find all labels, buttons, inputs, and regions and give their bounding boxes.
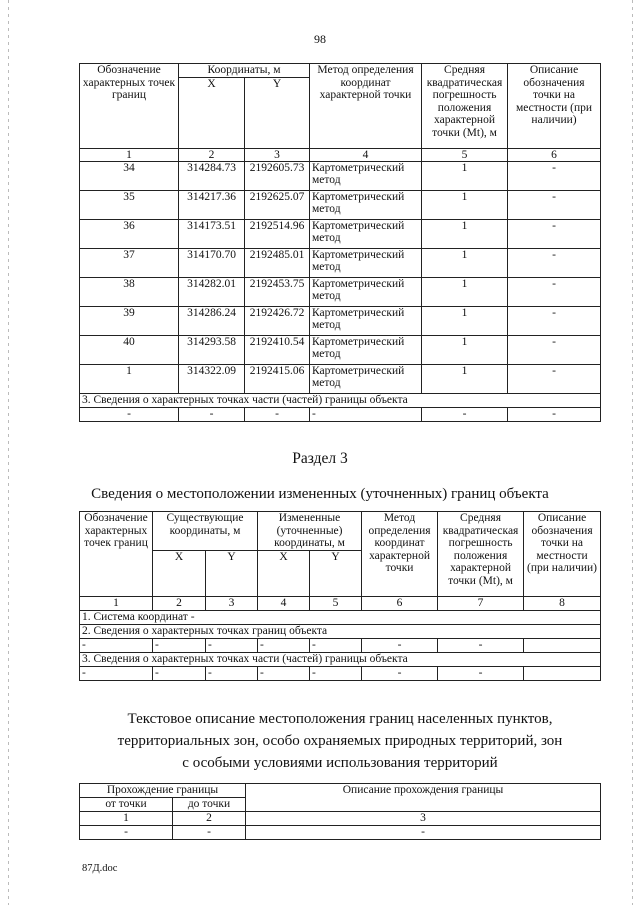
method: Картометрический метод [310, 220, 422, 249]
method: Картометрический метод [310, 191, 422, 220]
col-number: 6 [362, 597, 438, 611]
empty-cell: - [80, 408, 179, 422]
empty-cell: - [206, 666, 258, 680]
col-number: 3 [245, 149, 310, 162]
desc: - [508, 220, 601, 249]
point-id: 38 [80, 278, 179, 307]
table-row [80, 278, 601, 307]
error: 1 [422, 278, 508, 307]
table-changed-boundaries [79, 511, 601, 681]
coord-y: 2192485.01 [245, 249, 310, 278]
header-y: Y [310, 551, 362, 597]
empty-cell: - [362, 666, 438, 680]
empty-cell: - [438, 638, 524, 652]
empty-cell: - [80, 826, 173, 840]
desc: - [508, 191, 601, 220]
empty-cell: - [245, 408, 310, 422]
method: Картометрический метод [310, 307, 422, 336]
table-boundary-points [79, 63, 601, 422]
col-number: 4 [258, 597, 310, 611]
empty-cell [524, 666, 601, 680]
header-coords: Координаты, м [179, 64, 310, 78]
desc: - [508, 278, 601, 307]
header-method: Метод определения координат характерной точки [362, 512, 438, 597]
coord-y: 2192514.96 [245, 220, 310, 249]
table-row [80, 408, 601, 422]
header-x: X [179, 78, 245, 149]
coord-x: 314170.70 [179, 249, 245, 278]
empty-cell: - [153, 638, 206, 652]
empty-cell: - [153, 666, 206, 680]
header-passage: Прохождение границы [80, 784, 246, 798]
col-number: 1 [80, 597, 153, 611]
point-id: 1 [80, 365, 179, 394]
footer-filename: 87Д.doc [82, 863, 118, 874]
error: 1 [422, 336, 508, 365]
col-number: 2 [173, 812, 246, 826]
section-heading: Раздел 3 [292, 450, 348, 467]
col-number: 4 [310, 149, 422, 162]
coord-x: 314282.01 [179, 278, 245, 307]
empty-cell: - [508, 408, 601, 422]
coord-x: 314286.24 [179, 307, 245, 336]
table-row [80, 307, 601, 336]
coord-y: 2192410.54 [245, 336, 310, 365]
coord-x: 314284.73 [179, 162, 245, 191]
empty-cell: - [362, 638, 438, 652]
point-id: 37 [80, 249, 179, 278]
empty-cell: - [246, 826, 601, 840]
method: Картометрический метод [310, 365, 422, 394]
header-x: X [258, 551, 310, 597]
point-id: 35 [80, 191, 179, 220]
table3-title [80, 708, 600, 774]
empty-cell [524, 638, 601, 652]
error: 1 [422, 249, 508, 278]
coord-x: 314322.09 [179, 365, 245, 394]
empty-cell: - [310, 408, 422, 422]
header-y: Y [206, 551, 258, 597]
method: Картометрический метод [310, 162, 422, 191]
point-id: 36 [80, 220, 179, 249]
table-row [80, 365, 601, 394]
col-number: 2 [153, 597, 206, 611]
col-number: 1 [80, 149, 179, 162]
page-number: 98 [314, 32, 326, 46]
table-row [80, 336, 601, 365]
desc: - [508, 162, 601, 191]
header-error: Средняя квадратическая погрешность положения характерной точки (Mt), м [438, 512, 524, 597]
row-boundary-points: 2. Сведения о характерных точках границ объекта [80, 624, 601, 638]
coord-y: 2192625.07 [245, 191, 310, 220]
coord-y: 2192426.72 [245, 307, 310, 336]
header-from: от точки [80, 798, 173, 812]
table-row [80, 162, 601, 191]
col-number: 5 [310, 597, 362, 611]
col-number: 1 [80, 812, 173, 826]
empty-cell: - [422, 408, 508, 422]
point-id: 34 [80, 162, 179, 191]
row-part-points: 3. Сведения о характерных точках части (частей) границы объекта [80, 652, 601, 666]
point-id: 40 [80, 336, 179, 365]
header-to: до точки [173, 798, 246, 812]
desc: - [508, 365, 601, 394]
header-point: Обозначение характерных точек границ [80, 64, 179, 149]
method: Картометрический метод [310, 249, 422, 278]
table-row [80, 826, 601, 840]
empty-cell: - [310, 666, 362, 680]
error: 1 [422, 191, 508, 220]
desc: - [508, 336, 601, 365]
table-boundary-description [79, 783, 601, 840]
error: 1 [422, 365, 508, 394]
coord-y: 2192605.73 [245, 162, 310, 191]
col-number: 3 [206, 597, 258, 611]
empty-cell: - [80, 638, 153, 652]
empty-cell: - [173, 826, 246, 840]
desc: - [508, 307, 601, 336]
coord-x: 314217.36 [179, 191, 245, 220]
table2-title: Сведения о местоположении измененных (уточненных) границ объекта [91, 486, 549, 502]
col-number: 5 [422, 149, 508, 162]
header-point: Обозначение характерных точек границ [80, 512, 153, 597]
header-method: Метод определения координат характерной точки [310, 64, 422, 149]
header-desc: Описание прохождения границы [246, 784, 601, 812]
empty-cell: - [258, 638, 310, 652]
table-row [80, 638, 601, 652]
method: Картометрический метод [310, 278, 422, 307]
coord-y: 2192415.06 [245, 365, 310, 394]
table-row [80, 220, 601, 249]
empty-cell: - [258, 666, 310, 680]
header-desc: Описание обозначения точки на местности (при наличии) [508, 64, 601, 149]
empty-cell: - [206, 638, 258, 652]
title-line: территориальных зон, особо охраняемых природных территорий, зон [117, 733, 563, 749]
title-line: Текстовое описание местоположения границ населенных пунктов, [127, 711, 553, 727]
header-error: Средняя квадратическая погрешность положения характерной точки (Mt), м [422, 64, 508, 149]
header-existing-coords: Существующие координаты, м [153, 512, 258, 551]
col-number: 3 [246, 812, 601, 826]
point-id: 39 [80, 307, 179, 336]
table-row [80, 191, 601, 220]
coord-x: 314293.58 [179, 336, 245, 365]
header-y: Y [245, 78, 310, 149]
error: 1 [422, 307, 508, 336]
empty-cell: - [179, 408, 245, 422]
header-desc: Описание обозначения точки на местности (при наличии) [524, 512, 601, 597]
col-number: 7 [438, 597, 524, 611]
col-number: 8 [524, 597, 601, 611]
error: 1 [422, 162, 508, 191]
title-line: с особыми условиями использования территорий [182, 755, 498, 771]
table-row [80, 666, 601, 680]
empty-cell: - [310, 638, 362, 652]
error: 1 [422, 220, 508, 249]
table-row [80, 249, 601, 278]
method: Картометрический метод [310, 336, 422, 365]
col-number: 6 [508, 149, 601, 162]
coord-x: 314173.51 [179, 220, 245, 249]
col-number: 2 [179, 149, 245, 162]
header-x: X [153, 551, 206, 597]
header-changed-coords: Измененные (уточненные) координаты, м [258, 512, 362, 551]
desc: - [508, 249, 601, 278]
empty-cell: - [438, 666, 524, 680]
section-row-parts: 3. Сведения о характерных точках части (частей) границы объекта [80, 394, 601, 408]
row-coordinate-system: 1. Система координат - [80, 610, 601, 624]
coord-y: 2192453.75 [245, 278, 310, 307]
empty-cell: - [80, 666, 153, 680]
